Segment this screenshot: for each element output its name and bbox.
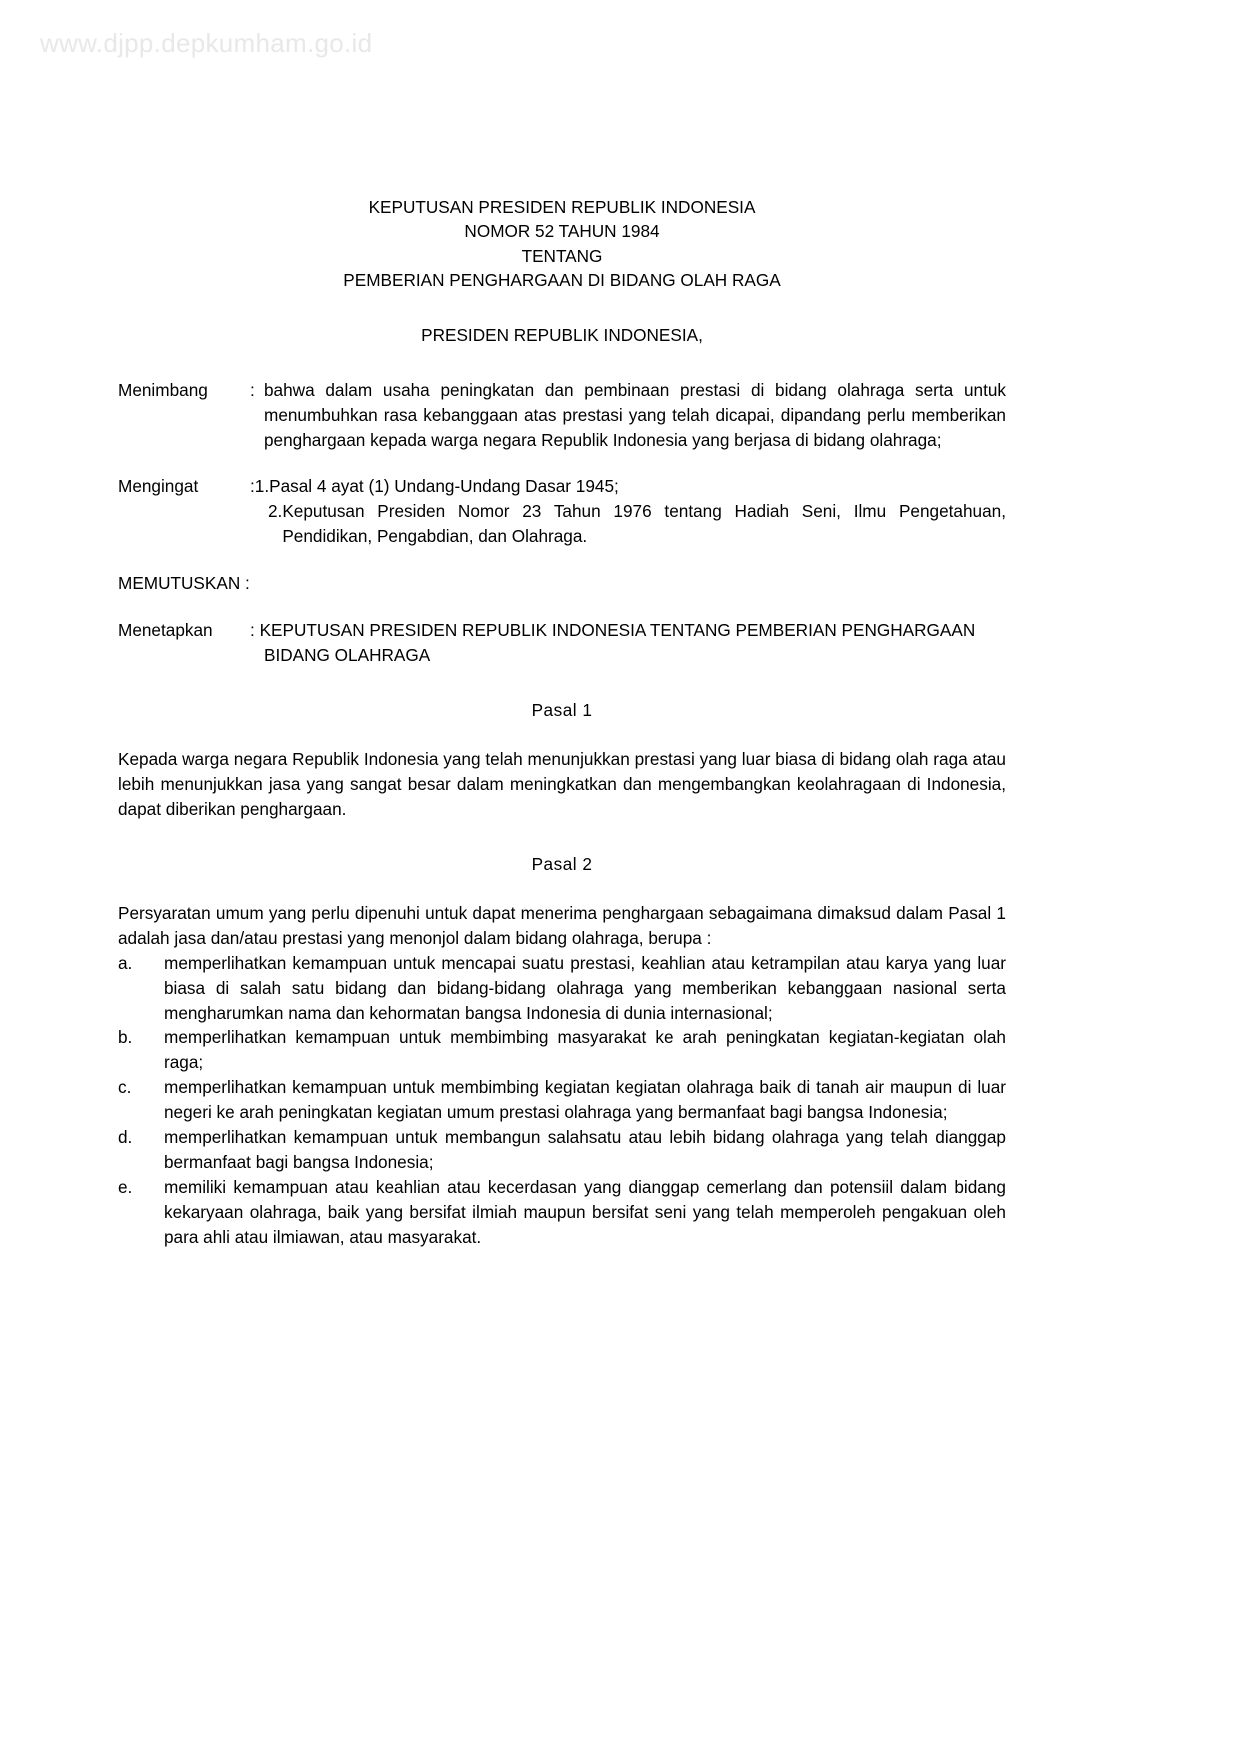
list-item-text-b: memperlihatkan kemampuan untuk membimbing masyarakat ke arah peningkatan kegiatan-kegiatan olah raga; [164,1027,1006,1073]
list-item [118,1175,1006,1250]
mengingat-item-text-2: Keputusan Presiden Nomor 23 Tahun 1976 tentang Hadiah Seni, Ilmu Pengetahuan, Pendidikan, Pengabdian, dan Olahraga. [282,501,1006,547]
list-item-marker-c: c. [118,1077,132,1098]
mengingat-items [250,474,1006,549]
list-item-marker-e: e. [118,1177,133,1198]
menimbang-text: bahwa dalam usaha peningkatan dan pembinaan prestasi di bidang olahraga serta untuk menumbuhkan rasa kebanggaan atas prestasi yang telah dicapai, dipandang perlu memberikan penghargaan kepada warga negara Republik Indonesia yang berjasa di bidang olahraga; [264,379,1006,450]
pasal-2-intro: Persyaratan umum yang perlu dipenuhi untuk dapat menerima penghargaan sebagaimana dimaksud dalam Pasal 1 adalah jasa dan/atau prestasi yang menonjol dalam bidang olahraga, berupa : [118,902,1006,948]
title-line-4: PEMBERIAN PENGHARGAAN DI BIDANG OLAH RAGA [343,270,781,291]
list-item-text-d: memperlihatkan kemampuan untuk membangun salahsatu atau lebih bidang olahraga yang telah dianggap bermanfaat bagi bangsa Indonesia; [164,1127,1006,1173]
list-item [118,1125,1006,1175]
menetapkan-line-2: BIDANG OLAHRAGA [264,645,431,666]
list-item-marker-a: a. [118,952,133,973]
menetapkan-colon: : [250,620,255,641]
menetapkan-label: Menetapkan [118,620,213,641]
list-item [118,951,1006,1026]
mengingat-item-number-2: 2. [268,501,283,522]
menimbang-label: Menimbang [118,379,208,400]
menimbang-row [118,378,1006,453]
pasal-2-heading: Pasal 2 [531,853,593,874]
mengingat-row [118,474,1006,549]
site-watermark: www.djpp.depkumham.go.id [40,28,373,58]
menetapkan-text [250,618,1006,668]
list-item [118,1075,1006,1125]
memutuskan-label: MEMUTUSKAN : [118,573,250,594]
pasal-2-list [118,951,1006,1250]
menetapkan-title: KEPUTUSAN PRESIDEN REPUBLIK INDONESIA TENTANG PEMBERIAN PENGHARGAAN [259,620,976,641]
title-line-2: NOMOR 52 TAHUN 1984 [464,221,660,242]
menetapkan-row [118,618,1006,668]
title-line-1: KEPUTUSAN PRESIDEN REPUBLIK INDONESIA [368,197,756,217]
list-item-marker-d: d. [118,1127,133,1148]
mengingat-label: Mengingat [118,476,199,497]
title-line-3: TENTANG [521,245,603,266]
mengingat-item-number-1: :1. [250,476,270,497]
list-item-text-c: memperlihatkan kemampuan untuk membimbing kegiatan kegiatan olahraga baik di tanah air maupun di luar negeri ke arah peningkatan kegiatan umum prestasi olahraga yang bermanfaat bagi bangsa Indonesia; [164,1077,1006,1123]
list-item-text-a: memperlihatkan kemampuan untuk mencapai suatu prestasi, keahlian atau ketrampilan atau karya yang luar biasa di salah satu bidang dan bidang-bidang olahraga yang memberikan kebanggaan nasional serta mengharumkan nama dan kehormatan bangsa Indonesia di dunia internasional; [164,952,1006,1023]
list-item-marker-b: b. [118,1027,133,1048]
list-item-text-e: memiliki kemampuan atau keahlian atau kecerdasan yang dianggap cemerlang dan potensiil dalam bidang kekaryaan olahraga, baik yang bersifat ilmiah maupun bersifat seni yang telah memperoleh pengakuan oleh para ahli atau ilmiawan, atau masyarakat. [164,1177,1006,1247]
document-subtitle: PRESIDEN REPUBLIK INDONESIA, [421,324,703,345]
list-item [118,1025,1006,1075]
document-title-block [118,195,1006,293]
pasal-1-body: Kepada warga negara Republik Indonesia yang telah menunjukkan prestasi yang luar biasa di bidang olah raga atau lebih menunjukkan jasa yang sangat besar dalam meningkatkan dan mengembangkan keolahragaan di Indonesia, dapat diberikan penghargaan. [118,749,1006,819]
document-content [118,195,1006,1250]
mengingat-item [250,499,1006,549]
mengingat-item [250,474,1006,499]
menetapkan-line-1 [250,620,975,640]
menimbang-colon: : [250,379,255,400]
pasal-1-heading: Pasal 1 [531,700,593,721]
mengingat-item-text-1: Pasal 4 ayat (1) Undang-Undang Dasar 1945; [269,476,619,497]
